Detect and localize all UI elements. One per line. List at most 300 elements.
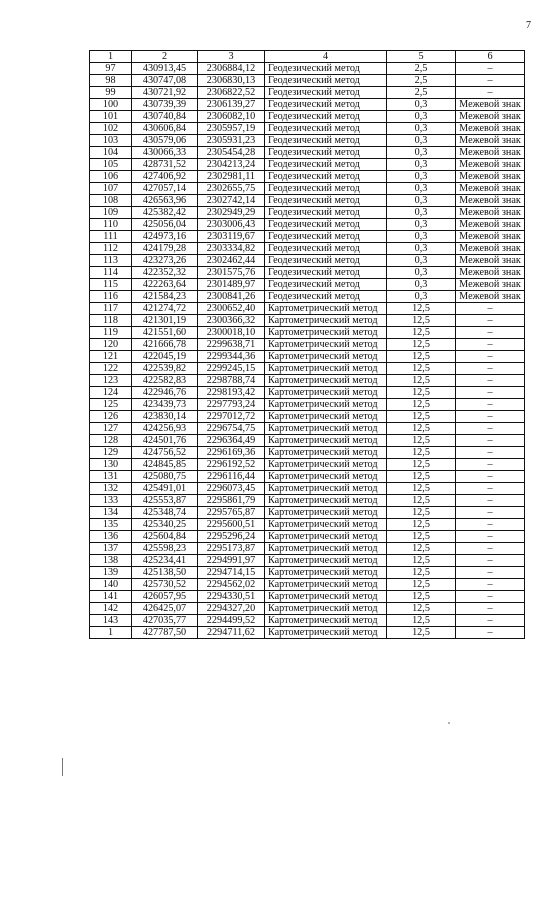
cell-x-coordinate: 423439,73 [132,399,198,411]
cell-accuracy: 12,5 [387,603,456,615]
cell-method: Геодезический метод [265,159,387,171]
cell-marker: – [456,327,525,339]
cell-method: Геодезический метод [265,279,387,291]
cell-method: Геодезический метод [265,183,387,195]
cell-x-coordinate: 422582,83 [132,375,198,387]
cell-y-coordinate: 2306139,27 [198,99,265,111]
cell-x-coordinate: 421274,72 [132,303,198,315]
table-row [90,531,525,543]
cell-y-coordinate: 2299344,36 [198,351,265,363]
cell-point-number: 103 [90,135,132,147]
cell-method: Картометрический метод [265,471,387,483]
cell-method: Картометрический метод [265,507,387,519]
cell-accuracy: 12,5 [387,519,456,531]
cell-y-coordinate: 2296754,75 [198,423,265,435]
cell-x-coordinate: 427057,14 [132,183,198,195]
cell-accuracy: 12,5 [387,555,456,567]
cell-accuracy: 12,5 [387,315,456,327]
cell-point-number: 125 [90,399,132,411]
cell-point-number: 116 [90,291,132,303]
cell-point-number: 124 [90,387,132,399]
table-row [90,507,525,519]
cell-method: Геодезический метод [265,99,387,111]
table-row [90,63,525,75]
cell-point-number: 107 [90,183,132,195]
cell-point-number: 99 [90,87,132,99]
cell-point-number: 143 [90,615,132,627]
cell-y-coordinate: 2302655,75 [198,183,265,195]
cell-method: Геодезический метод [265,231,387,243]
table-row [90,459,525,471]
table-row [90,375,525,387]
cell-y-coordinate: 2294330,51 [198,591,265,603]
cell-x-coordinate: 426563,96 [132,195,198,207]
cell-method: Геодезический метод [265,123,387,135]
cell-x-coordinate: 426057,95 [132,591,198,603]
cell-accuracy: 0,3 [387,255,456,267]
cell-x-coordinate: 423273,26 [132,255,198,267]
cell-y-coordinate: 2294499,52 [198,615,265,627]
cell-y-coordinate: 2300366,32 [198,315,265,327]
cell-y-coordinate: 2294562,02 [198,579,265,591]
cell-method: Картометрический метод [265,495,387,507]
table-row [90,435,525,447]
cell-accuracy: 0,3 [387,291,456,303]
cell-method: Картометрический метод [265,339,387,351]
cell-y-coordinate: 2305957,19 [198,123,265,135]
cell-y-coordinate: 2303334,82 [198,243,265,255]
cell-x-coordinate: 427787,50 [132,627,198,639]
cell-accuracy: 12,5 [387,339,456,351]
cell-marker: Межевой знак [456,195,525,207]
table-row [90,495,525,507]
cell-x-coordinate: 430606,84 [132,123,198,135]
table-row [90,411,525,423]
cell-marker: – [456,63,525,75]
table-row [90,447,525,459]
cell-marker: Межевой знак [456,279,525,291]
coordinates-table [89,50,525,639]
cell-x-coordinate: 422946,76 [132,387,198,399]
cell-x-coordinate: 425080,75 [132,471,198,483]
cell-y-coordinate: 2306822,52 [198,87,265,99]
cell-point-number: 141 [90,591,132,603]
cell-accuracy: 0,3 [387,171,456,183]
cell-method: Геодезический метод [265,243,387,255]
cell-point-number: 118 [90,315,132,327]
cell-marker: Межевой знак [456,123,525,135]
cell-accuracy: 12,5 [387,531,456,543]
cell-x-coordinate: 421551,60 [132,327,198,339]
cell-point-number: 110 [90,219,132,231]
table-row [90,159,525,171]
cell-point-number: 127 [90,423,132,435]
cell-method: Геодезический метод [265,135,387,147]
cell-marker: – [456,351,525,363]
cell-accuracy: 12,5 [387,423,456,435]
table-row [90,147,525,159]
table-row [90,135,525,147]
cell-x-coordinate: 425348,74 [132,507,198,519]
cell-point-number: 134 [90,507,132,519]
cell-marker: – [456,387,525,399]
cell-x-coordinate: 422352,32 [132,267,198,279]
table-row [90,255,525,267]
cell-x-coordinate: 430579,06 [132,135,198,147]
cell-accuracy: 12,5 [387,375,456,387]
cell-marker: – [456,579,525,591]
cell-marker: – [456,567,525,579]
cell-method: Картометрический метод [265,303,387,315]
cell-method: Геодезический метод [265,87,387,99]
cell-y-coordinate: 2295296,24 [198,531,265,543]
cell-method: Картометрический метод [265,555,387,567]
cell-accuracy: 12,5 [387,591,456,603]
scan-speck [448,722,450,724]
cell-x-coordinate: 427035,77 [132,615,198,627]
cell-method: Картометрический метод [265,483,387,495]
table-row [90,579,525,591]
cell-point-number: 131 [90,471,132,483]
cell-point-number: 1 [90,627,132,639]
cell-marker: Межевой знак [456,291,525,303]
cell-x-coordinate: 425491,01 [132,483,198,495]
cell-method: Картометрический метод [265,435,387,447]
cell-y-coordinate: 2299245,15 [198,363,265,375]
cell-point-number: 97 [90,63,132,75]
cell-y-coordinate: 2304213,24 [198,159,265,171]
cell-x-coordinate: 430739,39 [132,99,198,111]
cell-marker: – [456,315,525,327]
cell-x-coordinate: 422539,82 [132,363,198,375]
cell-accuracy: 12,5 [387,399,456,411]
column-header-marker: 6 [456,51,525,63]
table-row [90,339,525,351]
cell-x-coordinate: 424973,16 [132,231,198,243]
cell-y-coordinate: 2300652,40 [198,303,265,315]
cell-point-number: 114 [90,267,132,279]
cell-x-coordinate: 421584,23 [132,291,198,303]
table-row [90,75,525,87]
cell-x-coordinate: 425598,23 [132,543,198,555]
cell-y-coordinate: 2295861,79 [198,495,265,507]
cell-marker: – [456,459,525,471]
cell-accuracy: 0,3 [387,207,456,219]
cell-accuracy: 12,5 [387,411,456,423]
cell-x-coordinate: 427406,92 [132,171,198,183]
cell-marker: – [456,555,525,567]
cell-point-number: 100 [90,99,132,111]
cell-accuracy: 12,5 [387,567,456,579]
cell-accuracy: 12,5 [387,303,456,315]
cell-y-coordinate: 2300018,10 [198,327,265,339]
cell-method: Картометрический метод [265,351,387,363]
cell-accuracy: 12,5 [387,351,456,363]
cell-y-coordinate: 2306082,10 [198,111,265,123]
cell-y-coordinate: 2297012,72 [198,411,265,423]
cell-x-coordinate: 424845,85 [132,459,198,471]
cell-x-coordinate: 421301,19 [132,315,198,327]
table-row [90,471,525,483]
cell-method: Картометрический метод [265,387,387,399]
cell-marker: – [456,519,525,531]
cell-point-number: 112 [90,243,132,255]
cell-method: Картометрический метод [265,399,387,411]
cell-point-number: 126 [90,411,132,423]
cell-accuracy: 2,5 [387,63,456,75]
cell-marker: Межевой знак [456,255,525,267]
cell-method: Картометрический метод [265,423,387,435]
cell-accuracy: 0,3 [387,99,456,111]
cell-accuracy: 0,3 [387,219,456,231]
cell-accuracy: 2,5 [387,87,456,99]
cell-marker: – [456,423,525,435]
cell-y-coordinate: 2302462,44 [198,255,265,267]
column-header-y-coordinate: 3 [198,51,265,63]
table-row [90,519,525,531]
cell-method: Геодезический метод [265,111,387,123]
cell-point-number: 128 [90,435,132,447]
cell-accuracy: 12,5 [387,387,456,399]
cell-method: Картометрический метод [265,603,387,615]
cell-marker: Межевой знак [456,267,525,279]
cell-x-coordinate: 425730,52 [132,579,198,591]
cell-marker: – [456,495,525,507]
cell-method: Геодезический метод [265,255,387,267]
cell-point-number: 115 [90,279,132,291]
table-row [90,111,525,123]
cell-x-coordinate: 422263,64 [132,279,198,291]
cell-x-coordinate: 425056,04 [132,219,198,231]
column-header-accuracy: 5 [387,51,456,63]
cell-method: Картометрический метод [265,315,387,327]
cell-point-number: 117 [90,303,132,315]
cell-x-coordinate: 430740,84 [132,111,198,123]
cell-y-coordinate: 2302742,14 [198,195,265,207]
cell-point-number: 104 [90,147,132,159]
cell-y-coordinate: 2294714,15 [198,567,265,579]
cell-y-coordinate: 2296073,45 [198,483,265,495]
cell-x-coordinate: 425382,42 [132,207,198,219]
cell-method: Картометрический метод [265,531,387,543]
cell-point-number: 123 [90,375,132,387]
column-header-x-coordinate: 2 [132,51,198,63]
cell-method: Картометрический метод [265,411,387,423]
cell-point-number: 139 [90,567,132,579]
cell-y-coordinate: 2296364,49 [198,435,265,447]
table-row [90,243,525,255]
table-row [90,183,525,195]
cell-point-number: 133 [90,495,132,507]
cell-point-number: 130 [90,459,132,471]
cell-accuracy: 12,5 [387,495,456,507]
cell-accuracy: 0,3 [387,123,456,135]
cell-method: Картометрический метод [265,327,387,339]
cell-point-number: 122 [90,363,132,375]
cell-x-coordinate: 430747,08 [132,75,198,87]
cell-marker: – [456,375,525,387]
table-row [90,387,525,399]
table-row [90,423,525,435]
cell-marker: – [456,75,525,87]
cell-point-number: 136 [90,531,132,543]
table-row [90,207,525,219]
cell-marker: Межевой знак [456,207,525,219]
cell-point-number: 113 [90,255,132,267]
cell-x-coordinate: 423830,14 [132,411,198,423]
cell-y-coordinate: 2296116,44 [198,471,265,483]
cell-accuracy: 0,3 [387,243,456,255]
cell-accuracy: 12,5 [387,615,456,627]
cell-accuracy: 12,5 [387,327,456,339]
cell-marker: Межевой знак [456,99,525,111]
cell-point-number: 137 [90,543,132,555]
cell-accuracy: 0,3 [387,195,456,207]
table-row [90,615,525,627]
table-row [90,315,525,327]
scan-margin-mark [62,758,63,776]
cell-x-coordinate: 426425,07 [132,603,198,615]
cell-accuracy: 12,5 [387,543,456,555]
cell-point-number: 111 [90,231,132,243]
cell-x-coordinate: 425234,41 [132,555,198,567]
table-row [90,171,525,183]
cell-accuracy: 12,5 [387,507,456,519]
table-row [90,603,525,615]
cell-point-number: 109 [90,207,132,219]
cell-y-coordinate: 2301489,97 [198,279,265,291]
cell-x-coordinate: 425138,50 [132,567,198,579]
cell-method: Картометрический метод [265,543,387,555]
cell-y-coordinate: 2300841,26 [198,291,265,303]
cell-marker: – [456,603,525,615]
cell-y-coordinate: 2299638,71 [198,339,265,351]
cell-method: Геодезический метод [265,171,387,183]
cell-point-number: 140 [90,579,132,591]
table-body [90,63,525,639]
table-row [90,591,525,603]
table-row [90,87,525,99]
cell-x-coordinate: 421666,78 [132,339,198,351]
cell-marker: Межевой знак [456,219,525,231]
cell-marker: Межевой знак [456,159,525,171]
cell-accuracy: 0,3 [387,111,456,123]
cell-method: Картометрический метод [265,459,387,471]
cell-y-coordinate: 2303119,67 [198,231,265,243]
cell-marker: – [456,615,525,627]
cell-method: Геодезический метод [265,195,387,207]
cell-y-coordinate: 2296192,52 [198,459,265,471]
cell-x-coordinate: 424256,93 [132,423,198,435]
table-row [90,555,525,567]
cell-method: Геодезический метод [265,63,387,75]
table-row [90,399,525,411]
cell-point-number: 98 [90,75,132,87]
cell-point-number: 106 [90,171,132,183]
cell-y-coordinate: 2305931,23 [198,135,265,147]
cell-accuracy: 12,5 [387,483,456,495]
cell-marker: – [456,87,525,99]
cell-marker: – [456,471,525,483]
cell-x-coordinate: 422045,19 [132,351,198,363]
cell-x-coordinate: 430066,33 [132,147,198,159]
cell-accuracy: 0,3 [387,183,456,195]
table-row [90,483,525,495]
cell-x-coordinate: 428731,52 [132,159,198,171]
cell-method: Геодезический метод [265,291,387,303]
cell-marker: Межевой знак [456,111,525,123]
table-row [90,219,525,231]
cell-x-coordinate: 425553,87 [132,495,198,507]
cell-accuracy: 0,3 [387,231,456,243]
cell-marker: – [456,363,525,375]
table-row [90,123,525,135]
table-row [90,303,525,315]
cell-method: Картометрический метод [265,591,387,603]
column-header-point-number: 1 [90,51,132,63]
cell-y-coordinate: 2294711,62 [198,627,265,639]
cell-method: Геодезический метод [265,219,387,231]
cell-x-coordinate: 430721,92 [132,87,198,99]
table-row [90,195,525,207]
cell-y-coordinate: 2302981,11 [198,171,265,183]
cell-y-coordinate: 2298788,74 [198,375,265,387]
cell-method: Картометрический метод [265,375,387,387]
cell-y-coordinate: 2294991,97 [198,555,265,567]
table-row [90,231,525,243]
cell-y-coordinate: 2302949,29 [198,207,265,219]
table-row [90,351,525,363]
cell-point-number: 138 [90,555,132,567]
cell-x-coordinate: 424179,28 [132,243,198,255]
cell-marker: – [456,303,525,315]
cell-marker: – [456,435,525,447]
cell-accuracy: 2,5 [387,75,456,87]
cell-marker: – [456,399,525,411]
cell-marker: – [456,627,525,639]
cell-point-number: 108 [90,195,132,207]
cell-accuracy: 0,3 [387,267,456,279]
table-row [90,567,525,579]
cell-accuracy: 12,5 [387,447,456,459]
cell-accuracy: 0,3 [387,159,456,171]
cell-y-coordinate: 2303006,43 [198,219,265,231]
cell-point-number: 132 [90,483,132,495]
cell-marker: – [456,543,525,555]
cell-y-coordinate: 2295765,87 [198,507,265,519]
cell-method: Картометрический метод [265,363,387,375]
cell-method: Геодезический метод [265,267,387,279]
cell-x-coordinate: 424756,52 [132,447,198,459]
cell-marker: – [456,411,525,423]
cell-marker: Межевой знак [456,147,525,159]
table-row [90,99,525,111]
cell-point-number: 142 [90,603,132,615]
table-row [90,627,525,639]
cell-marker: Межевой знак [456,183,525,195]
cell-accuracy: 0,3 [387,135,456,147]
cell-point-number: 135 [90,519,132,531]
table-row [90,291,525,303]
cell-marker: – [456,531,525,543]
cell-accuracy: 12,5 [387,459,456,471]
cell-point-number: 105 [90,159,132,171]
cell-y-coordinate: 2295173,87 [198,543,265,555]
table-row [90,279,525,291]
cell-method: Картометрический метод [265,627,387,639]
table-row [90,363,525,375]
cell-y-coordinate: 2295600,51 [198,519,265,531]
